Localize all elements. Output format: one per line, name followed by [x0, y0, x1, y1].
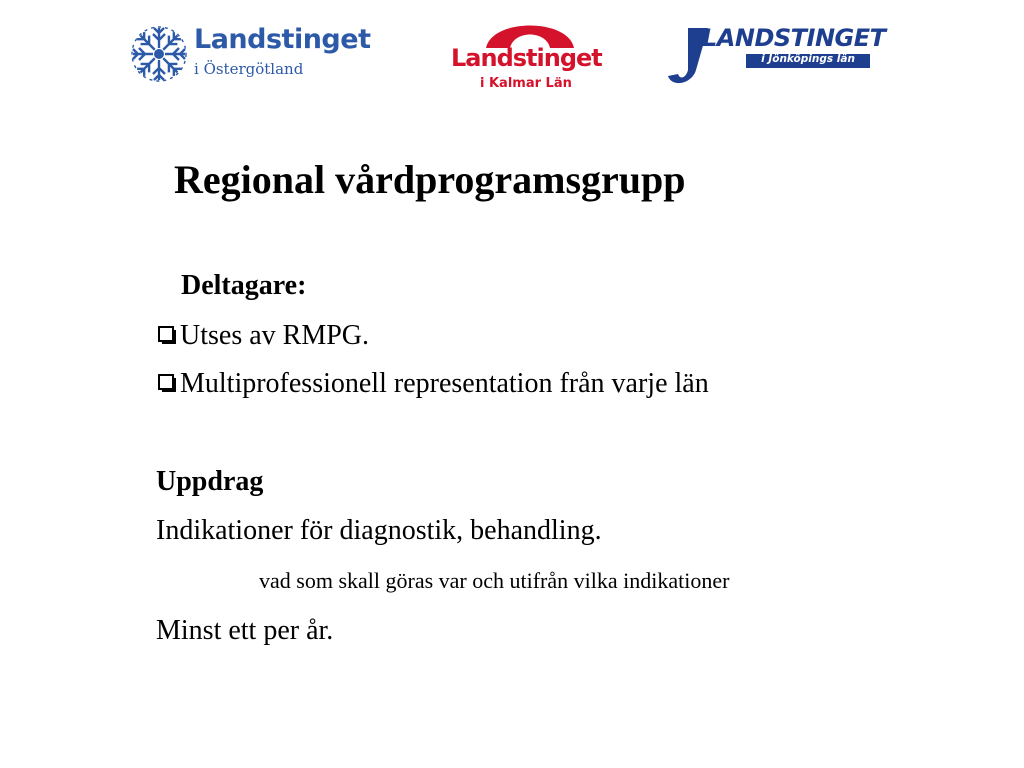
participants-heading: Deltagare:: [181, 270, 307, 301]
assignment-line-1: Indikationer för diagnostik, behandling.: [156, 515, 602, 546]
participants-bullet-1-text: Utses av RMPG.: [180, 320, 370, 351]
participants-bullet-2-text: Multiprofessionell representation från varje län: [180, 368, 709, 399]
snowflake-emblem-icon: [130, 24, 188, 84]
logo-jonkoping-name: LANDSTINGET: [702, 24, 886, 52]
arch-emblem-icon: [482, 10, 578, 48]
logo-ostergotland-sub: i Östergötland: [194, 60, 304, 78]
assignment-line-3: Minst ett per år.: [156, 615, 334, 646]
checkbox-bullet-icon: [158, 323, 177, 342]
logo-jonkoping: [666, 24, 886, 88]
logo-kalmar: [448, 10, 614, 98]
assignment-heading: Uppdrag: [156, 466, 264, 497]
logo-ostergotland: [128, 24, 398, 86]
logo-jonkoping-sub: i Jönköpings län: [761, 53, 855, 65]
participants-bullet-1: [158, 322, 369, 350]
slide-title: Regional vårdprogramsgrupp: [174, 157, 686, 202]
logo-jonkoping-bar: [746, 54, 870, 68]
checkbox-bullet-icon: [158, 371, 177, 390]
assignment-line-2: vad som skall göras var och utifrån vilka indikationer: [259, 568, 730, 593]
logo-kalmar-sub: i Kalmar Län: [480, 76, 572, 91]
logo-kalmar-name: Landstinget: [451, 44, 602, 72]
logo-ostergotland-name: Landstinget: [194, 24, 371, 55]
participants-bullet-2: [158, 370, 709, 398]
